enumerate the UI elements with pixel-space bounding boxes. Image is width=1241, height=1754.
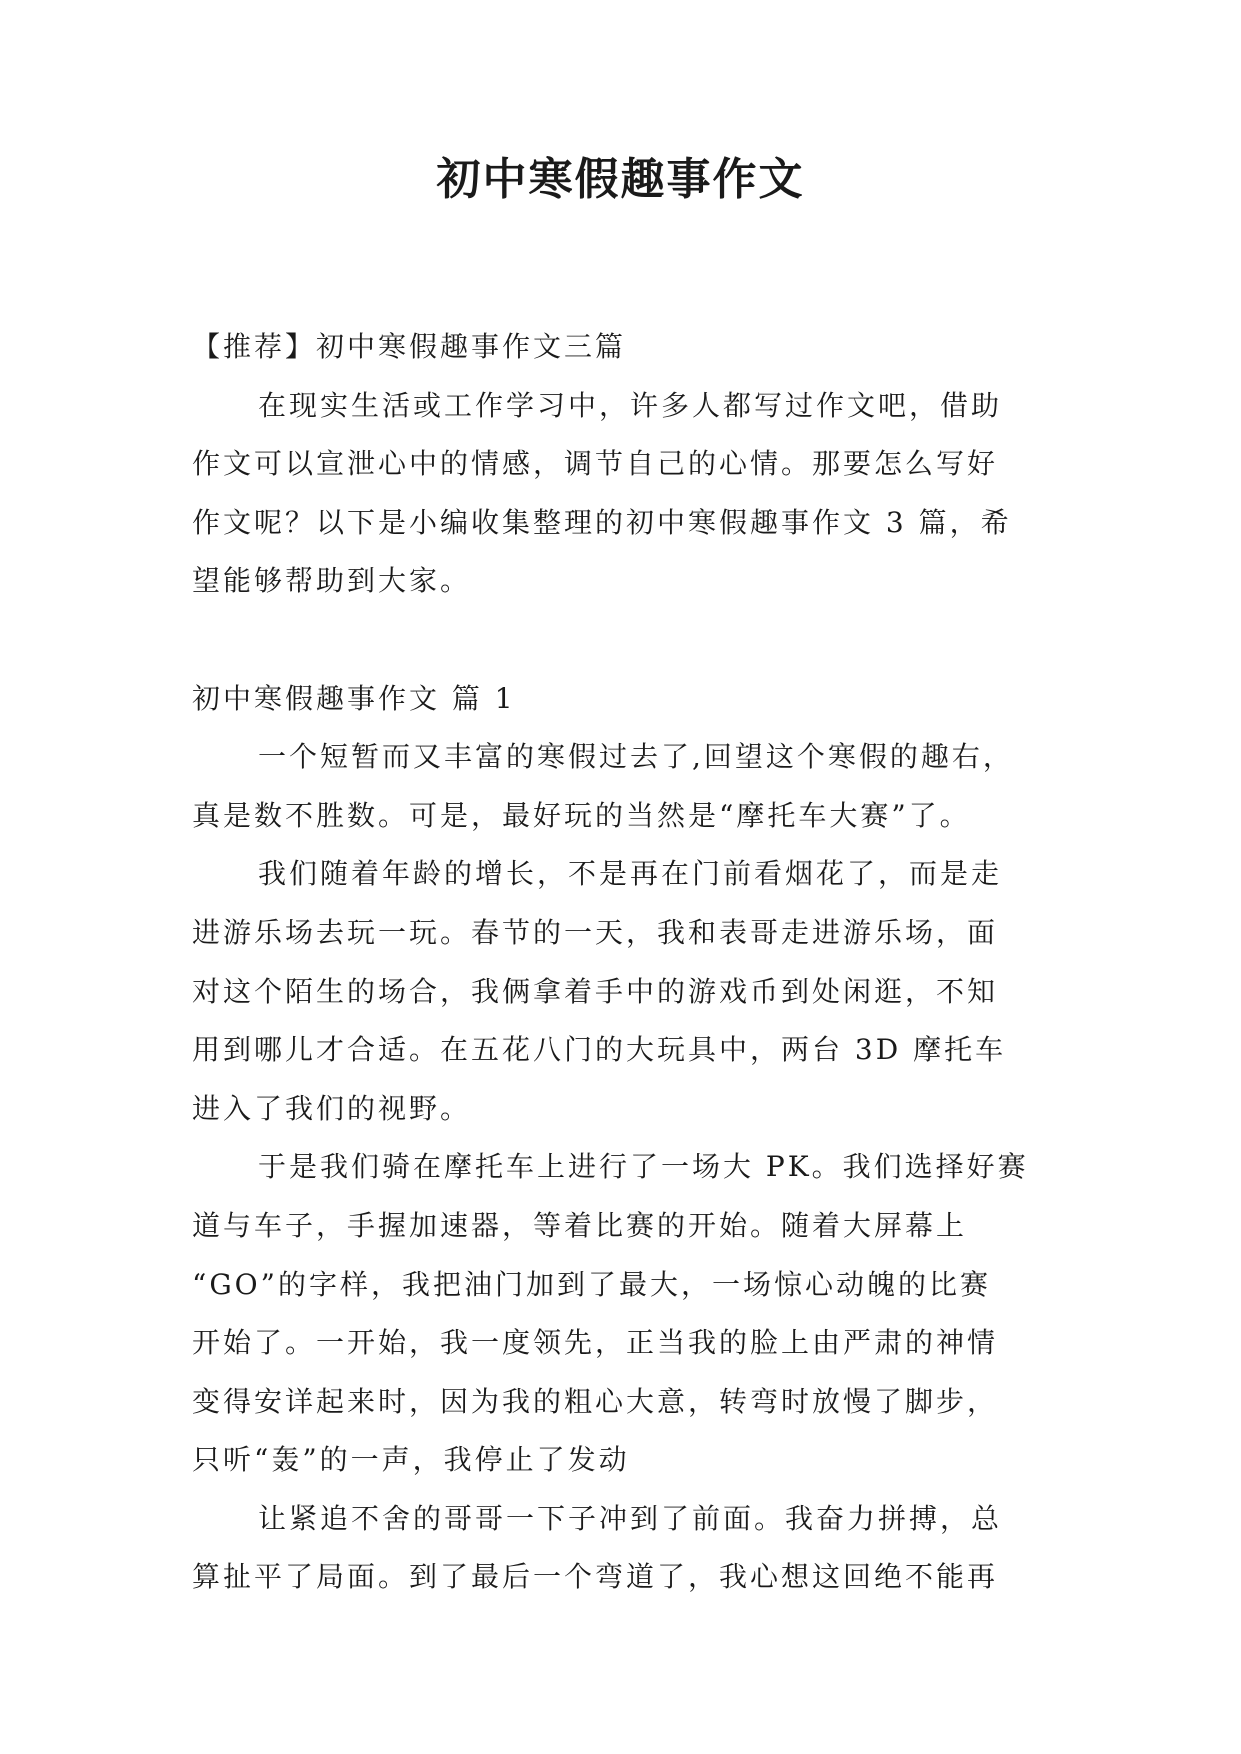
text-line: “GO”的字样，我把油门加到了最大，一场惊心动魄的比赛 [192, 1267, 991, 1301]
text-line: 对这个陌生的场合，我俩拿着手中的游戏币到处闲逛，不知 [192, 974, 999, 1008]
text-line: 在现实生活或工作学习中，许多人都写过作文吧，借助 [258, 388, 1003, 422]
text-line: 算扯平了局面。到了最后一个弯道了，我心想这回绝不能再 [192, 1560, 999, 1594]
text-line: 初中寒假趣事作文 篇 1 [192, 681, 516, 715]
text-line: 望能够帮助到大家。 [192, 564, 472, 598]
text-line: 道与车子，手握加速器，等着比赛的开始。随着大屏幕上 [192, 1208, 968, 1242]
document-body [192, 318, 1052, 1607]
text-line: 变得安详起来时，因为我的粗心大意，转弯时放慢了脚步， [192, 1384, 999, 1418]
text-line: 进游乐场去玩一玩。春节的一天，我和表哥走进游乐场，面 [192, 915, 999, 949]
text-line: 真是数不胜数。可是，最好玩的当然是“摩托车大赛”了。 [192, 798, 971, 832]
text-line: 我们随着年龄的增长，不是再在门前看烟花了，而是走 [258, 857, 1003, 891]
text-line: 作文呢？以下是小编收集整理的初中寒假趣事作文 3 篇，希 [192, 505, 1012, 539]
text-line: 开始了。一开始，我一度领先，正当我的脸上由严肃的神情 [192, 1326, 999, 1360]
document-title: 初中寒假趣事作文 [436, 154, 805, 205]
text-line: 一个短暂而又丰富的寒假过去了,回望这个寒假的趣右， [258, 740, 1014, 774]
text-line: 作文可以宣泄心中的情感，调节自己的心情。那要怎么写好 [192, 447, 999, 481]
text-line: 只听“轰”的一声，我停止了发动 [192, 1443, 630, 1477]
text-line: 于是我们骑在摩托车上进行了一场大 PK。我们选择好赛 [258, 1150, 1029, 1184]
text-line: 让紧追不舍的哥哥一下子冲到了前面。我奋力拼搏，总 [258, 1501, 1003, 1535]
text-line: 【推荐】初中寒假趣事作文三篇 [192, 330, 627, 363]
blank-line [192, 611, 1052, 670]
text-line: 用到哪儿才合适。在五花八门的大玩具中，两台 3D 摩托车 [192, 1033, 1007, 1067]
text-line: 进入了我们的视野。 [192, 1091, 472, 1125]
